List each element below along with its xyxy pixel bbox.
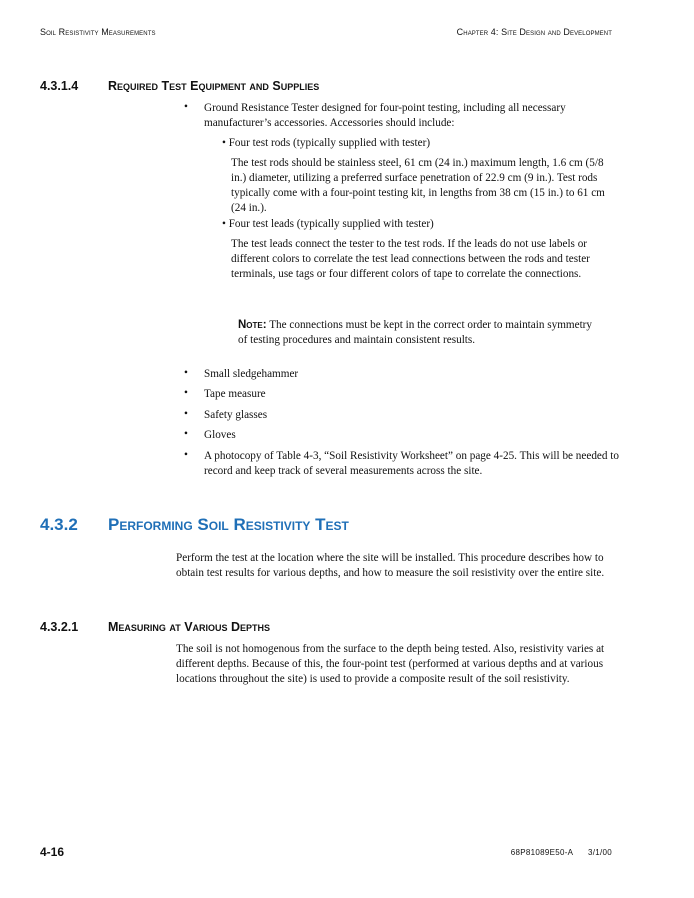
bullet-marker: • xyxy=(184,408,188,420)
section-number-4314: 4.3.1.4 xyxy=(40,79,79,93)
bullet-marker: • xyxy=(184,449,188,461)
bullet-marker: • xyxy=(184,387,188,399)
footer-doc-info xyxy=(511,848,612,857)
section-number-432: 4.3.2 xyxy=(40,515,78,534)
bullet-marker: • xyxy=(184,428,188,440)
list-item: A photocopy of Table 4-3, “Soil Resistivity Worksheet” on page 4-25. This will be needed to record and keep track of several measurements across the site. xyxy=(204,450,619,477)
section-4321-paragraph: The soil is not homogenous from the surface to the depth being tested. Also, resistivity varies at different depths. Because of this, the four-point test (performed at various depths and at various locations throughout the site) is used to provide a composite result of the soil resistivity. xyxy=(176,643,605,685)
list-item: Small sledgehammer xyxy=(204,368,299,380)
running-header-left: Soil Resistivity Measurements xyxy=(40,27,156,37)
bullet-marker: • xyxy=(184,101,188,113)
list-item: Gloves xyxy=(204,429,236,441)
list-item: Safety glasses xyxy=(204,409,268,421)
list-item: Tape measure xyxy=(204,388,266,400)
section-number-4321: 4.3.2.1 xyxy=(40,620,79,634)
page-number: 4-16 xyxy=(40,845,65,859)
sub-item-rods-text: The test rods should be stainless steel, 61 cm (24 in.) maximum length, 1.6 cm (5/8 in.) diameter, utilizing a preferred surface penetration of 22.9 cm (9 in.). Test rods typically come with a four-point testing kit, in lengths from 38 cm (15 in.) to 61 cm (24 in.). xyxy=(231,157,605,214)
section-title-4321: Measuring at Various Depths xyxy=(108,620,271,634)
section-432-paragraph: Perform the test at the location where the site will be installed. This procedure describes how to obtain test results for various depths, and how to measure the soil resistivity over the entire site. xyxy=(176,552,605,579)
sub-item-leads-text: The test leads connect the tester to the test rods. If the leads do not use labels or different colors to correlate the test lead connections between the rods and tester terminals, use tags or four different colors of tape to correlate the connections. xyxy=(231,238,590,280)
doc-id: 68P81089E50-A xyxy=(510,848,573,857)
note-block xyxy=(238,318,598,348)
note-label: Note: xyxy=(238,319,267,331)
section-title-432: Performing Soil Resistivity Test xyxy=(108,515,349,534)
note-text: The connections must be kept in the correct order to maintain symmetry of testing procedures and maintain consistent results. xyxy=(238,319,592,346)
section-title-4314: Required Test Equipment and Supplies xyxy=(108,79,320,93)
sub-item-leads-label: • Four test leads (typically supplied with tester) xyxy=(222,218,434,230)
doc-date: 3/1/00 xyxy=(587,848,612,857)
sub-item-rods-label: • Four test rods (typically supplied with tester) xyxy=(222,137,431,149)
running-header-right: Chapter 4: Site Design and Development xyxy=(456,27,612,37)
list-item-tester: Ground Resistance Tester designed for four-point testing, including all necessary manufacturer’s accessories. Accessories should include: xyxy=(204,102,566,129)
bullet-marker: • xyxy=(184,367,188,379)
